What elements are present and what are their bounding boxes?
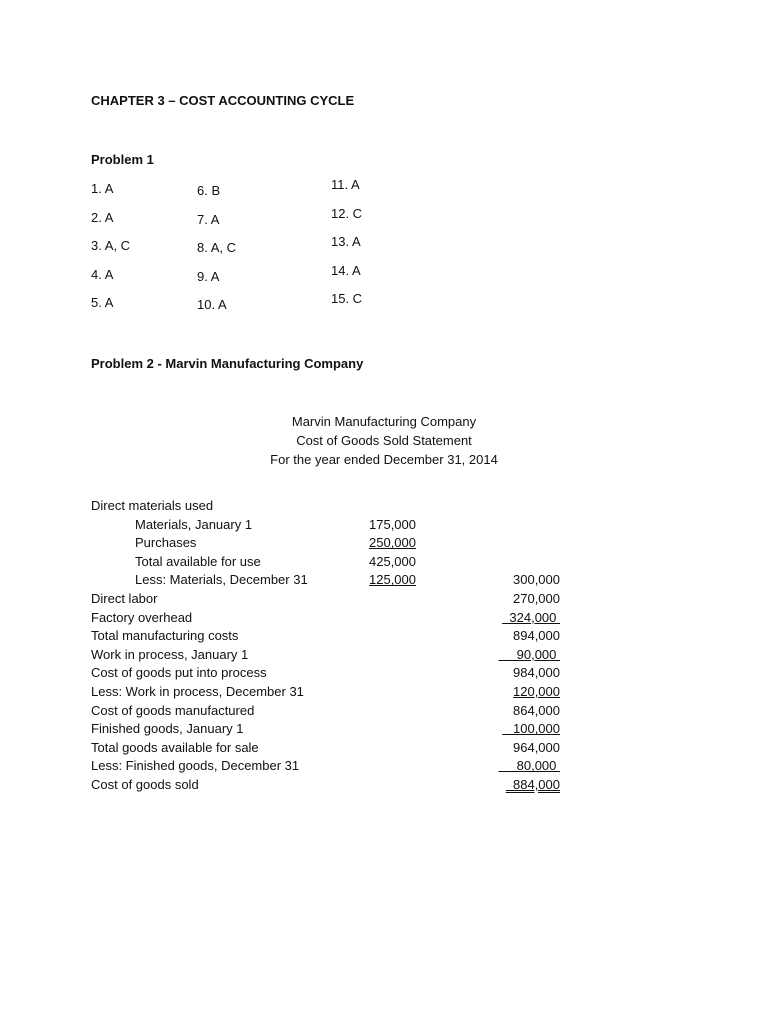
statement-row-label: Total goods available for sale — [91, 739, 259, 755]
answer-item: 15. C — [331, 291, 363, 306]
answer-item: 13. A — [331, 234, 361, 249]
statement-row-subtotal: 250,000 — [369, 535, 416, 551]
answer-item: 12. C — [331, 205, 363, 221]
statement-row-label: Direct labor — [91, 591, 158, 606]
statement-company-name: Marvin Manufacturing Company — [291, 414, 477, 429]
chapter-title: CHAPTER 3 – COST ACCOUNTING CYCLE — [91, 93, 355, 108]
statement-row-total: 984,000 — [513, 665, 560, 681]
answer-item: 4. A — [91, 266, 114, 282]
answer-item: 2. A — [91, 209, 114, 225]
statement-row-total: 100,000 — [502, 721, 560, 737]
statement-row-label: Total manufacturing costs — [91, 628, 239, 644]
statement-row-total: 120,000 — [513, 684, 560, 699]
statement-row-label: Total available for use — [135, 553, 261, 569]
answer-item: 11. A — [331, 177, 360, 192]
answer-item: 14. A — [331, 262, 361, 278]
answer-item: 9. A — [197, 268, 220, 284]
statement-row-label: Purchases — [135, 535, 197, 551]
statement-row-subtotal: 175,000 — [369, 516, 416, 532]
statement-row-total: 884,000 — [505, 777, 560, 792]
statement-row-total: 300,000 — [513, 572, 560, 588]
statement-row-label: Work in process, January 1 — [91, 646, 249, 662]
statement-row-label: Cost of goods put into process — [91, 665, 267, 681]
statement-row-total: 90,000 — [498, 646, 560, 662]
statement-row-label: Less: Work in process, December 31 — [91, 684, 304, 699]
statement-row-label: Cost of goods manufactured — [91, 702, 255, 718]
statement-row-total: 270,000 — [513, 591, 560, 606]
answer-item: 6. B — [197, 183, 221, 198]
statement-row-label: Finished goods, January 1 — [91, 721, 244, 737]
statement-title: Cost of Goods Sold Statement — [296, 433, 472, 448]
statement-row-label: Less: Materials, December 31 — [135, 572, 308, 588]
statement-row-label: Factory overhead — [91, 609, 193, 625]
answer-item: 7. A — [197, 211, 220, 227]
answer-item: 1. A — [91, 181, 114, 196]
answer-item: 5. A — [91, 295, 114, 310]
statement-row-label: Less: Finished goods, December 31 — [91, 758, 300, 774]
statement-row-label: Cost of goods sold — [91, 777, 199, 792]
statement-row-total: 964,000 — [513, 739, 560, 755]
statement-row-total: 864,000 — [513, 702, 560, 718]
statement-row-label: Materials, January 1 — [135, 516, 253, 532]
statement-row-label: Direct materials used — [91, 498, 214, 513]
problem2-heading: Problem 2 - Marvin Manufacturing Company — [91, 356, 364, 371]
answer-item: 8. A, C — [197, 240, 237, 255]
statement-row-total: 894,000 — [513, 628, 560, 644]
problem1-heading: Problem 1 — [91, 152, 154, 167]
statement-period: For the year ended December 31, 2014 — [270, 452, 498, 467]
statement-row-total: 324,000 — [502, 609, 560, 625]
answer-item: 10. A — [197, 297, 227, 312]
statement-row-subtotal: 425,000 — [369, 553, 416, 569]
answer-item: 3. A, C — [91, 238, 131, 253]
statement-row-total: 80,000 — [498, 758, 560, 774]
statement-row-subtotal: 125,000 — [369, 572, 416, 588]
